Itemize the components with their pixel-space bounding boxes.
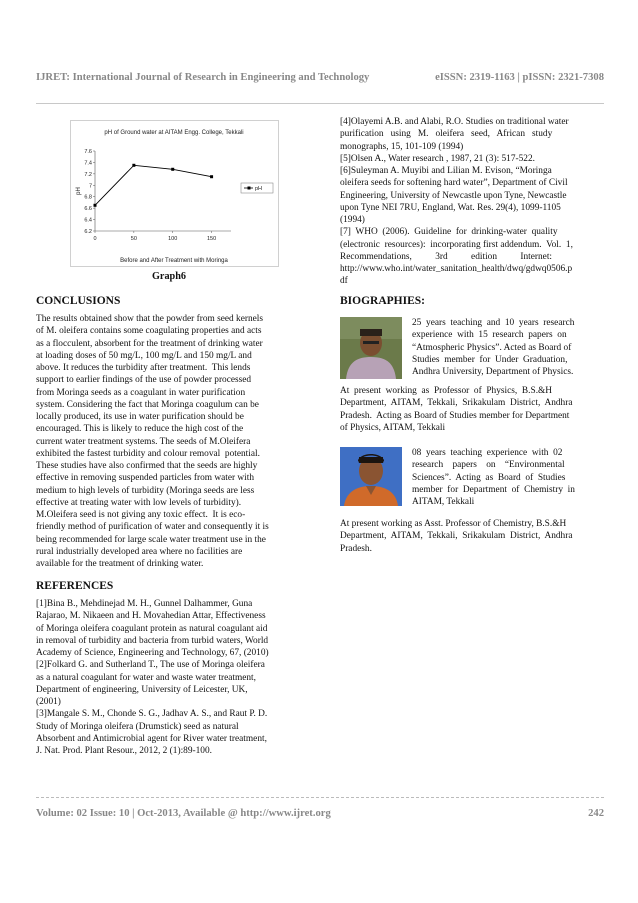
bio-line: experience with 15 research papers on <box>412 330 567 341</box>
legend-marker <box>248 187 251 190</box>
conclusions-line: of M. oleifera contains some coagulating properties and acts <box>36 326 262 337</box>
reference-line: of Moringa oleifera coagulant protein as natural coagulant aid <box>36 623 268 634</box>
reference-line: monographs, 15, 101-109 (1994) <box>340 141 464 152</box>
bio-line: At present working as Asst. Professor of Chemistry, B.S.&H <box>340 519 567 529</box>
conclusions-line: M.Oleifera seed is not giving any toxic effect. It is eco- <box>36 510 246 520</box>
author2-bio <box>412 447 603 508</box>
chart-svg <box>71 121 278 266</box>
y-tick-label: 7.2 <box>84 171 92 178</box>
y-tick-label: 7 <box>88 183 92 190</box>
data-point <box>210 175 213 178</box>
x-tick-label: 100 <box>168 236 178 242</box>
bio-line: Pradesh. <box>340 543 372 554</box>
y-tick-label: 7.6 <box>84 149 92 155</box>
chart-legend <box>241 183 273 193</box>
bio-line: research papers on “Environmental <box>412 460 565 471</box>
author1-position <box>340 385 603 434</box>
references-left <box>36 598 302 757</box>
references-right <box>340 116 603 288</box>
conclusions-line: effective in removing suspended particles from water with <box>36 473 255 484</box>
reference-line: df <box>340 276 348 287</box>
x-tick-label: 150 <box>206 236 217 242</box>
x-tick-label: 0 <box>93 236 97 242</box>
header-divider <box>36 103 604 104</box>
reference-line: http://www.who.int/water_sanitation_health/dwq/gdwq0506.p <box>340 264 573 274</box>
legend-label: pH <box>255 186 263 193</box>
conclusions-line: medium to high levels of turbidity (Moringa seeds are less <box>36 485 255 496</box>
conclusions-heading: CONCLUSIONS <box>36 295 121 307</box>
page-number: 242 <box>588 808 604 819</box>
conclusions-line: at loading doses of 50 mg/L, 100 mg/L and 150 mg/L and <box>36 350 252 361</box>
data-point <box>171 168 174 171</box>
conclusions-line: friendly method of purification of water and consequently it is <box>36 522 269 533</box>
bio-line: member for Department of Chemistry in <box>412 484 575 495</box>
reference-line: [6]Suleyman A. Muyibi and Lilian M. Evison, “Moringa <box>340 166 552 176</box>
conclusions-line: effective at treating water with low levels of turbidity). <box>36 497 242 508</box>
conclusions-line: locally produced, its use in water purification should be <box>36 412 244 422</box>
conclusions-body <box>36 313 302 570</box>
reference-line: (1994) <box>340 215 365 225</box>
reference-line: Engineering, University of Newcastle upon Tyne, Newcastle <box>340 190 567 201</box>
conclusions-line: encouraged. This is likely to reduce the high cost of the <box>36 424 244 435</box>
bio-line: At present working as Professor of Physics, B.S.&H <box>340 386 553 396</box>
bio-line: “Atmospheric Physics”. Acted as Board of <box>412 342 572 353</box>
journal-name: IJRET: International Journal of Research in Engineering and Technology <box>36 72 370 83</box>
reference-line: [1]Bina B., Mehdinejad M. H., Gunnel Dalhammer, Guna <box>36 599 253 609</box>
data-point <box>132 164 135 167</box>
bio-line: 08 years teaching experience with 02 <box>412 448 563 458</box>
chart-y-label: pH <box>76 187 82 195</box>
bio-line: Sciences”. Acting as Board of Studies <box>412 472 566 483</box>
author2-position <box>340 518 603 555</box>
reference-line: oleifera seeds for softening hard water”, Department of Civil <box>340 178 568 189</box>
conclusions-line: above. It reduces the turbidity after treatment. This lends <box>36 363 251 373</box>
conclusions-line: rural industrially developed area where no facilities are <box>36 546 243 557</box>
reference-line: J. Nat. Prod. Plant Resour., 2012, 2 (1):89-100. <box>36 746 212 756</box>
conclusions-line: These studies have also confirmed that the seeds are highly <box>36 461 258 471</box>
running-footer <box>36 808 604 824</box>
chart-title: pH of Ground water at AITAM Engg. College, Tekkali <box>104 130 244 136</box>
bio-line: Department, AITAM, Tekkali, Srikakulam District, Andhra <box>340 398 573 409</box>
chart-y-ticks <box>84 149 95 235</box>
reference-line: Academy of Science, Engineering and Technology, 67, (2010) <box>36 648 269 658</box>
x-tick-label: 50 <box>130 236 137 242</box>
reference-line: purification using M. oleifera seed, African study <box>340 129 553 140</box>
bio-line: Department, AITAM, Tekkali, Srikakulam District, Andhra <box>340 531 573 542</box>
reference-line: as a natural coagulant for water and waste water treatment, <box>36 672 256 683</box>
bio-line: Pradesh. Acting as Board of Studies member for Department <box>340 410 570 421</box>
footer-divider <box>36 797 604 798</box>
issn: eISSN: 2319-1163 | pISSN: 2321-7308 <box>435 72 604 83</box>
y-tick-label: 6.4 <box>84 217 92 224</box>
reference-line: [3]Mangale S. M., Chonde S. G., Jadhav A. S., and Raut P. D. <box>36 709 268 720</box>
references-heading: REFERENCES <box>36 580 114 592</box>
biographies-heading: BIOGRAPHIES: <box>340 295 425 307</box>
running-header <box>36 72 604 88</box>
conclusions-line: system. Considering the fact that Moringa coagulum can be <box>36 399 259 410</box>
reference-line: [2]Folkard G. and Sutherland T., The use of Moringa oleifera <box>36 660 265 671</box>
bio-line: AITAM, Tekkali <box>412 497 475 507</box>
volume-info: Volume: 02 Issue: 10 | Oct-2013, Available @ http://www.ijret.org <box>36 808 331 819</box>
conclusions-line: exhibited the fastest turbidity and colour removal potential. <box>36 448 260 459</box>
conclusions-line: available for the treatment of drinking water. <box>36 559 204 569</box>
reference-line: (2001) <box>36 697 61 707</box>
conclusions-line: current water treatment systems. The seeds of M.Oleifera <box>36 436 251 447</box>
conclusions-line: from Moringa seeds as a coagulant in water purification <box>36 387 246 398</box>
reference-line: Rajarao, M. Nikaeen and H. Movahedian Attar, Effectiveness <box>36 611 266 622</box>
author2-photo <box>340 447 402 506</box>
y-tick-label: 7.4 <box>84 160 92 167</box>
reference-line: in removal of turbidity and bacteria from turbid waters, World <box>36 635 269 646</box>
reference-line: Recommendations, 3rd edition Internet: <box>340 251 553 262</box>
author1-bio <box>412 317 603 378</box>
bio-line: Andhra University, Department of Physics. <box>412 367 574 377</box>
chart-graph6 <box>70 120 279 267</box>
chart-x-label: Before and After Treatment with Moringa <box>120 258 228 264</box>
y-tick-label: 6.8 <box>84 194 92 201</box>
reference-line: (electronic resources): incorporating first addendum. Vol. 1, <box>340 239 573 250</box>
author1-photo <box>340 317 402 379</box>
reference-line: [4]Olayemi A.B. and Alabi, R.O. Studies on traditional water <box>340 117 569 127</box>
chart-series <box>94 164 214 207</box>
bio-line: 25 years teaching and 10 years research <box>412 318 575 328</box>
reference-line: [7] WHO (2006). Guideline for drinking-water quality <box>340 227 558 238</box>
y-tick-label: 6.6 <box>84 206 92 213</box>
chart-x-ticks <box>93 231 216 242</box>
conclusions-line: as a flocculent, absorbent for the treatment of drinking water <box>36 338 263 349</box>
series-line <box>95 165 212 205</box>
reference-line: [5]Olsen A., Water research , 1987, 21 (3): 517-522. <box>340 153 535 164</box>
reference-line: Department of engineering, University of Leicester, UK, <box>36 684 248 695</box>
conclusions-line: being recommended for large scale water treatment use in the <box>36 534 266 545</box>
reference-line: upon Tyne NEI 7RU, England, Wat. Res. 29(4), 1099-1105 <box>340 202 561 213</box>
y-tick-label: 6.2 <box>84 229 92 235</box>
bio-line: Studies member for Under Graduation, <box>412 354 568 365</box>
conclusions-line: support to earlier findings of the use of powder processed <box>36 375 252 386</box>
chart-axes <box>95 151 231 231</box>
reference-line: Absorbent and Antimicrobial agent for River water treatment, <box>36 733 267 744</box>
bio-line: of Physics, AITAM, Tekkali <box>340 422 446 433</box>
data-point <box>94 204 97 207</box>
reference-line: Study of Moringa oleifera (Drumstick) seed as natural <box>36 721 239 732</box>
graph-caption: Graph6 <box>152 271 186 282</box>
conclusions-line: The results obtained show that the powder from seed kernels <box>36 314 264 324</box>
